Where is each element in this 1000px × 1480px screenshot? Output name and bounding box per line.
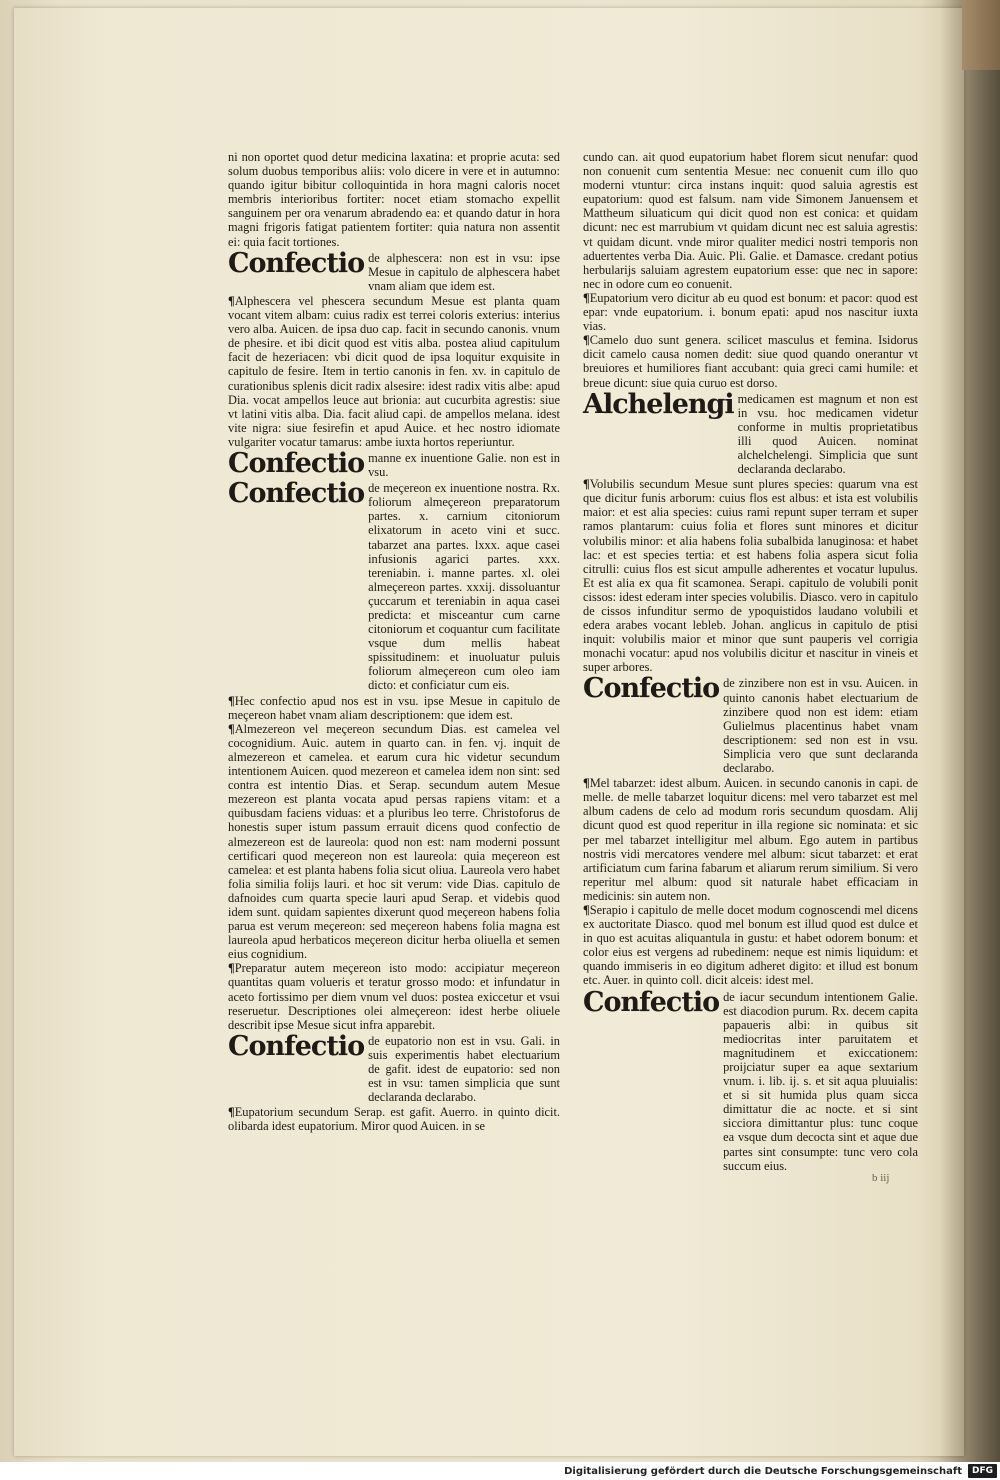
paragraph-text: Camelo duo sunt genera. scilicet masculus et femina. Isidorus dicit camelo causa nomen dedit: siue quod quando onerantur vt breuiores et humiliores fiant accubant: quia greci cami humile: et breue dicunt: siue quia curuo est dorso. bbox=[583, 333, 918, 390]
paragraph bbox=[583, 776, 918, 903]
paragraph-mark: ¶ bbox=[583, 477, 590, 492]
heading-initial: Confectio bbox=[228, 1030, 365, 1062]
section-heading bbox=[228, 1030, 560, 1105]
gutter-shadow bbox=[940, 0, 1000, 1462]
paragraph-mark: ¶ bbox=[228, 721, 235, 736]
left-text-column bbox=[228, 150, 560, 1133]
paragraph bbox=[228, 294, 560, 449]
paragraph-mark: ¶ bbox=[583, 290, 590, 305]
paragraph bbox=[583, 477, 918, 674]
paragraph-mark: ¶ bbox=[228, 1105, 235, 1120]
paragraph-text: Volubilis secundum Mesue sunt plures species: quarum vna est que dicitur funis arborum: cuius flos est albus: et ista est volubilis maior: et est alia species: cuius rami repunt super terram et super ramos plantarum: cuius folia et flores sunt minores et dicitur volubilis minor: et alia habens folia subalbida lanuginosa: et habet lac: et est species tertia: et est habens folia aspera sicut folia citrulli: cuius flos est sicut ampulle adherentes et vocatur lupulus. Et est alia ex qua fit scamonea. Serapi. capitulo de volubili ponit cissos: idest ederam inter species volubilis. Diasco. vero in capitulo de cissos infunditur sermo de ypoquistidos laudano volubili et edera arabes vocant lebleb. Johan. anglicus in capitulo de ptisi inquit: volubilis maior et minor que sunt pauperis vel corrigia monachi vocatur: apud nos volubilis dicitur et nascitur in vineis et super arbores. bbox=[583, 477, 918, 675]
paragraph-mark: ¶ bbox=[583, 902, 590, 917]
paragraph bbox=[583, 150, 918, 291]
paragraph-text: Eupatorium vero dicitur ab eu quod est bonum: et pacor: quod est epar: vnde eupatorium. i. bonum epati: apud nos nascitur iuxta vias. bbox=[583, 290, 918, 334]
right-text-column bbox=[583, 150, 918, 1174]
paragraph-text: Serapio i capitulo de melle docet modum cognoscendi mel dicens ex auctoritate Diasco. quod mel bonum est illud quod est dulce et in quo est acuitas aliquantula in gustu: et habet odorem bonum: et color eius est vergens ad rubedinem: neque est nimis liquidum: et quando immiseris in eo digitum adheret digito: et illud est bonum etc. Auer. in quinto coll. dicit alceis: idest mel. bbox=[583, 902, 918, 988]
section-heading bbox=[583, 986, 918, 1173]
section-heading bbox=[228, 247, 560, 293]
signature-mark: b iij bbox=[872, 1172, 890, 1184]
heading-text: de zinzibere non est in vsu. Auicen. in quinto canonis habet electuarium de zinzibere quod non est idem: etiam Gulielmus placentinus habet vnam descriptionem: sed non est in vsu. Simplicia vero que sunt declaranda declarabo. bbox=[723, 676, 918, 776]
paragraph-text: Almezereon vel meçereon secundum Dias. est camelea vel cocognidium. Auic. autem in quarto can. in fen. vj. inquit de almezereon et camelea. et earum cura hic videtur secundum intentionem Auicen. quod mezereon et camelea idem non sint: sed contra est intentio Dias. et Serap. secundum autem Mesue mezereon est planta vocata apud persas rapiens vitam: et a quibusdam faciens viduas: et a pluribus leo terre. Christoforus de honestis super istum passum errauit dicens quod confectio de almezereon est de laureola: quod non est: nam moderni possunt certificari quod meçereon non est laureola: quia meçereon est camelea: et est planta habens folia sicut oliua. Laureola vero habet folia similia folijs lauri. et hoc sit verum: vide Dias. capitulo de dafnoides cum quarta specie lauri apud Serap. et videbis quod idem sunt. quidam sapientes dixerunt quod meçereon habens folia parua est verum meçereon: sed meçereon habens folia magna est laureola apud herbaticos meçereon dicitur herba oliuella et semen eius cognidium. bbox=[228, 721, 560, 962]
paragraph-text: Alphescera vel phescera secundum Mesue est planta quam vocant vitem albam: cuius radix est terrei coloris exterius: interius vero alba. Auicen. de ipsa duo cap. facit in secundo canonis. vnum de phesire. et ibi dicit quod est vitis alba. postea aliud capitulum facit de hezeriacen: vbi dicit quod de ipsa loquitur exquisite in capitulo de fesire. Item in tertio canonis in fen. xv. in capitulo de curationibus splenis dicit radix alsesire: idest radix vitis albe: apud Dia. vocat ampellos leuce aut brionia: aut cucurbita agrestis: siue vt latini vitis alba. Dia. facit aliud capi. de ampellos melana. idest vite nigra: siue fesirefin et apud Auice. et hec nostro idiomate vulgariter vocatur tamarus: ambe iuxta hortos reperiuntur. bbox=[228, 293, 560, 449]
paragraph-text: Hec confectio apud nos est in vsu. ipse Mesue in capitulo de meçereon habet vnam aliam descriptionem: que idem est. bbox=[228, 693, 560, 722]
paragraph-mark: ¶ bbox=[583, 333, 590, 348]
heading-text: medicamen est magnum et non est in vsu. hoc medicamen videtur conforme in multis proprietatibus illi quod Auicen. nominat alchelchelengi. Simplicia que sunt declaranda declarabo. bbox=[737, 391, 918, 477]
paragraph-mark: ¶ bbox=[228, 693, 235, 708]
paragraph-text: cundo can. ait quod eupatorium habet florem sicut nenufar: quod non conuenit cum sententia Mesue: nec conuenit cum illo quo moderni vtuntur: circa instans inquit: quod saluia agrestis est eupatorium: quod est falsum. nam vide Simonem Januensem et Mattheum siluaticum qui dicit quod non est conica: et quidam dicunt: nec est marrubium vt quidam dicunt nec est saluia agrestis: vt quidam dicunt. vnde miror qualiter medici nostri temporis non aduertentes verba Dia. Auic. Pli. Galie. et Damasce. credant potius herbularijs saluiam agrestem eupatorium esse: que nec in sapore: nec in odore cum eo conuenit. bbox=[583, 150, 918, 291]
heading-text: de meçereon ex inuentione nostra. Rx. foliorum almeçereon preparatorum partes. x. carnium citoniorum elixatorum in aceto vini et succ. tabarzet ana partes. lxxx. aque casei infusionis agarici partes. xxx. tereniabin. i. manne partes. xl. olei almeçereon partes. xxxij. dissoluantur çuccarum et tereniabin in aqua casei predicta: et misceantur cum carne citoniorum et coquantur cum facilitate vsque dum mellis habeat spissitudinem: et inuoluatur puluis foliorum almeçereon cum oleo iam dicto: et conficiatur cum eis. bbox=[368, 481, 560, 693]
paragraph-mark: ¶ bbox=[228, 961, 235, 976]
paragraph-text: ni non oportet quod detur medicina laxatina: et proprie acuta: sed solum duobus temporibus aliis: volo dicere in vere et in autumno: quando igitur bibitur colloquintida in hora magni caloris nocet membris interioribus fortiter: nocet etiam stomacho expellit sanguinem per ora venarum abradendo ea: et quando datur in hora magni frigoris fatigat patientem fortiter: quia natura non assentit ei: quia facit tortiones. bbox=[228, 150, 560, 249]
heading-initial: Alchelengi bbox=[583, 388, 734, 420]
digitization-footer bbox=[0, 1462, 1000, 1480]
paragraph bbox=[583, 903, 918, 988]
paragraph-mark: ¶ bbox=[228, 293, 235, 308]
heading-text: de alphescera: non est in vsu: ipse Mesue in capitulo de alphescera habet vnam aliam que idem est. bbox=[368, 250, 560, 293]
paragraph-mark: ¶ bbox=[583, 776, 590, 791]
section-heading bbox=[228, 447, 560, 480]
paragraph-text: Preparatur autem meçereon isto modo: accipiatur meçereon quantitas quam volueris et teratur grosso modo: et infundatur in aceto fortissimo per diem vnum vel duos: postea exiccetur et vsui reseruetur. Descriptiones olei almeçereon: idest herbe oliuele describit ipse Mesue sicut infra apparebit. bbox=[228, 961, 560, 1032]
paragraph-text: Eupatorium secundum Serap. est gafit. Auerro. in quinto dicit. olibarda idest eupatorium. Miror quod Auicen. in se bbox=[228, 1105, 560, 1134]
section-heading bbox=[583, 388, 918, 477]
paragraph bbox=[228, 722, 560, 962]
paragraph bbox=[583, 291, 918, 333]
section-heading bbox=[583, 673, 918, 776]
heading-initial: Confectio bbox=[583, 673, 720, 705]
paragraph bbox=[228, 961, 560, 1031]
book-binding bbox=[962, 0, 1000, 70]
dfg-logo: DFG bbox=[968, 1464, 997, 1478]
paragraph bbox=[228, 694, 560, 722]
heading-initial: Confectio bbox=[228, 447, 365, 479]
heading-text: manne ex inuentione Galie. non est in vsu. bbox=[368, 450, 560, 480]
heading-text: de eupatorio non est in vsu. Gali. in suis experimentis habet electuarium de gafit. idest de eupatorio: sed non est in vsu: tamen simplicia que sunt declaranda declarabo. bbox=[368, 1033, 560, 1105]
paragraph bbox=[583, 333, 918, 389]
footer-credit: Digitalisierung gefördert durch die Deutsche Forschungsgemeinschaft bbox=[564, 1465, 962, 1477]
heading-text: de iacur secundum intentionem Galie. est diacodion purum. Rx. decem capita papaueris albi: in quibus sit mediocritas inter paruitatem et magnitudinem et exiccationem: proijciatur super ea aque sextarium vnum. i. lib. ij. s. et sit aqua pluuialis: et si sit humida plus quam sicca dimittatur die ac nocte. et si sint sicciora dimittantur plus: tunc coque ea vsque dum decocta sint et aque due partes sint consumpte: tunc vero cola succum eius. bbox=[723, 989, 918, 1173]
paragraph bbox=[228, 150, 560, 249]
paragraph bbox=[228, 1105, 560, 1133]
paragraph-text: Mel tabarzet: idest album. Auicen. in secundo canonis in capi. de melle. de melle tabarzet loquitur dicens: mel vero tabarzet est mel album cadens de celo ad modum roris secundum quosdam. Alij dicunt quod est quod reperitur in illa regione sic nominata: et sic per mel tabarzet intelligitur mel album. Ego autem in partibus nostris vidi mercatores vendere mel album: sicut tabarzet: et erat artificiatum cum farina fabarum et aliarum rerum similium. Si vero reperitur mel album: quod sit naturale habet efficaciam in medicinis: sin autem non. bbox=[583, 776, 918, 903]
heading-initial: Confectio bbox=[228, 478, 365, 510]
heading-initial: Confectio bbox=[228, 247, 365, 279]
heading-initial: Confectio bbox=[583, 986, 720, 1018]
section-heading bbox=[228, 478, 560, 693]
